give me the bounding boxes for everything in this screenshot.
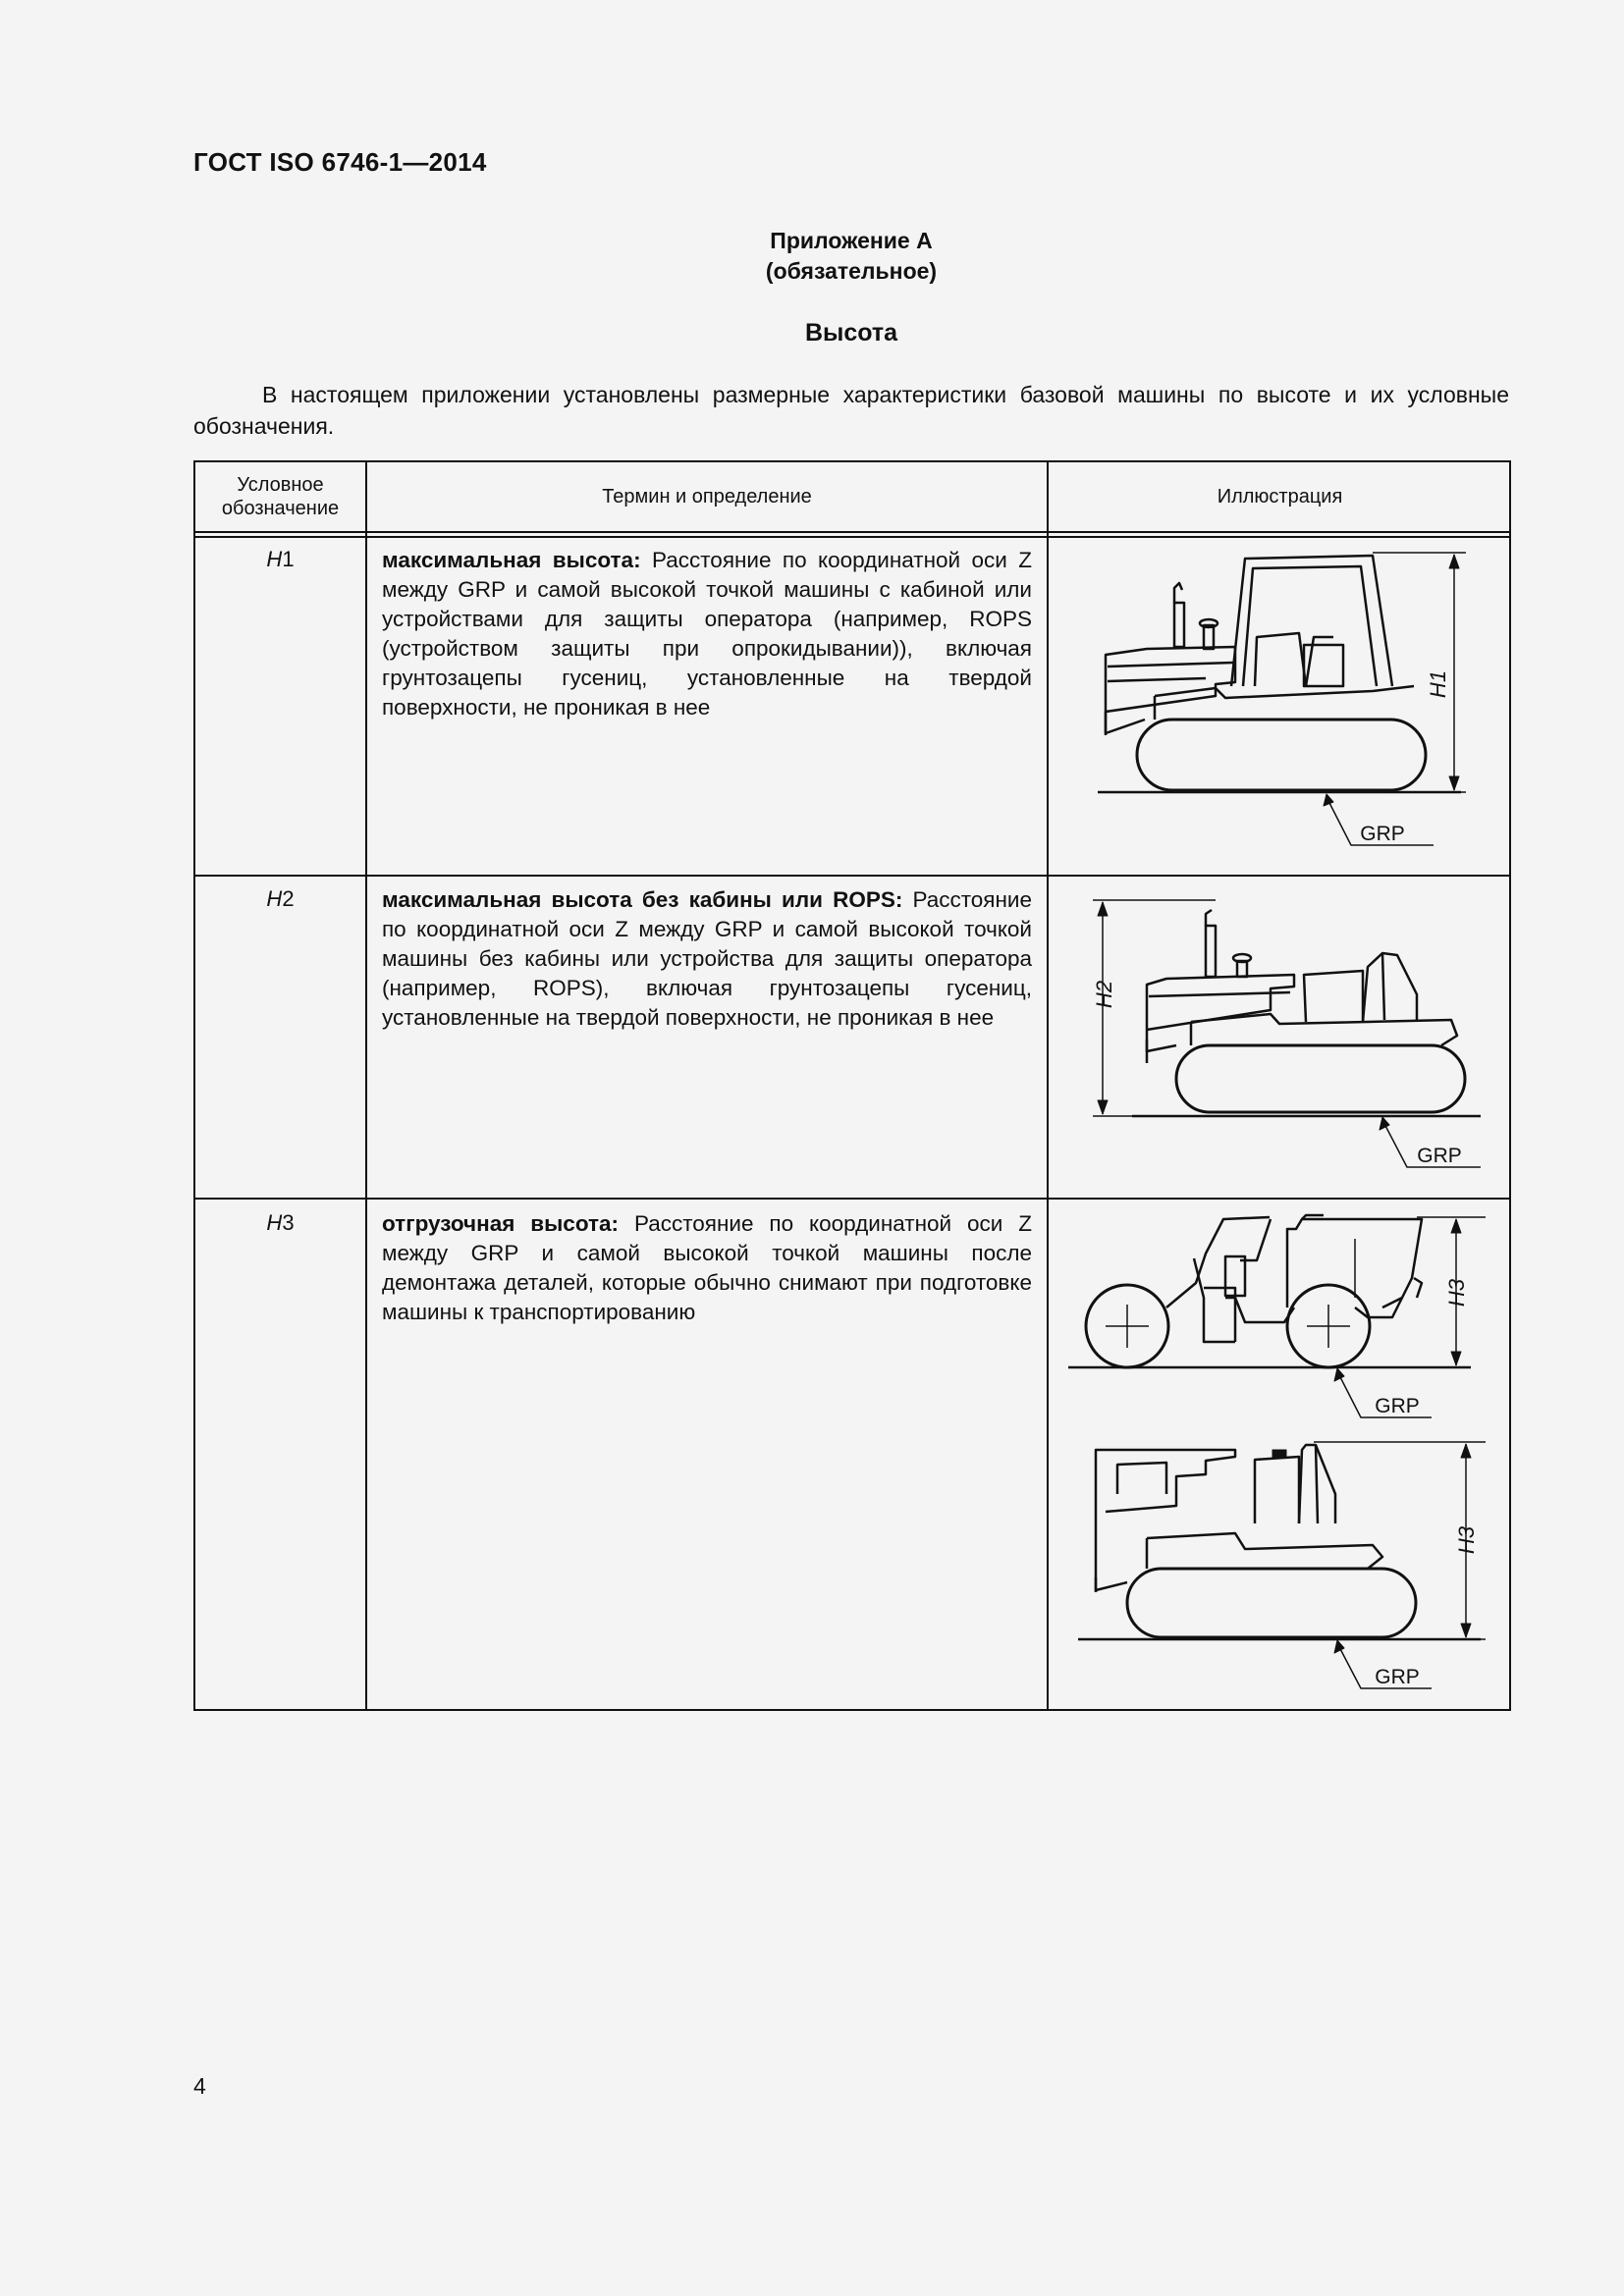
grp-label: GRP xyxy=(1360,823,1405,845)
table-divider xyxy=(365,462,367,1709)
annex-status: (обязательное) xyxy=(765,258,938,284)
annex-title xyxy=(0,226,1624,287)
shipping-height-illustration xyxy=(1049,1200,1511,1711)
definition: Расстояние по координатной оси Z между GRP и самой высокой точкой машины без кабины или устройства для защиты оператора (например, ROPS), включая грунтозацепы гусениц, установленные на твердой поверхности, не проникая в нее xyxy=(382,887,1032,1030)
definition: Расстояние по координатной оси Z между GRP и самой высокой точкой машины с кабиной или устройствами для защиты оператора (например, ROPS (устройством защиты при опрокидывании)), включая грунтозацепы гусениц, установленные на твердой поверхности, не проникая в нее xyxy=(382,548,1032,720)
dim-label-h1: H1 xyxy=(1426,669,1450,699)
row-definition xyxy=(382,885,1032,1033)
header-term: Термин и определение xyxy=(602,486,812,507)
dim-label-h3: H3 xyxy=(1444,1278,1469,1308)
definition: Расстояние по координатной оси Z между GRP и самой высокой точкой машины после демонтажа деталей, которые обычно снимают при подготовке машины к транспортированию xyxy=(382,1211,1032,1324)
dozer-without-cab-illustration xyxy=(1049,877,1511,1198)
header-symbol xyxy=(195,462,365,531)
row-symbol: H3 xyxy=(266,1210,295,1235)
dozer-with-cab-illustration xyxy=(1049,539,1511,875)
height-table xyxy=(193,460,1511,1711)
intro-paragraph xyxy=(193,379,1509,442)
document-header: ГОСТ ISO 6746-1—2014 xyxy=(193,147,487,177)
grp-label: GRP xyxy=(1417,1145,1462,1167)
term: максимальная высота: xyxy=(382,548,641,572)
row-symbol: H1 xyxy=(266,547,295,571)
row-symbol: H2 xyxy=(266,886,295,911)
annex-label: Приложение А xyxy=(770,228,933,253)
header-symbol-line2: обозначение xyxy=(221,498,340,519)
table-divider xyxy=(195,531,1509,533)
dim-label-h3: H3 xyxy=(1454,1525,1479,1555)
grp-label: GRP xyxy=(1375,1666,1420,1688)
grp-label: GRP xyxy=(1375,1395,1420,1417)
row-definition xyxy=(382,1209,1032,1327)
section-title: Высота xyxy=(804,319,898,347)
header-illustration: Иллюстрация xyxy=(1217,486,1343,507)
table-divider xyxy=(195,536,1509,538)
term: отгрузочная высота: xyxy=(382,1211,620,1236)
intro-text: В настоящем приложении установлены размерные характеристики базовой машины по высоте и их условные обозначения. xyxy=(193,382,1509,439)
header-symbol-line1: Условное xyxy=(237,474,324,496)
row-definition xyxy=(382,546,1032,722)
dim-label-h2: H2 xyxy=(1092,980,1116,1009)
term: максимальная высота без кабины или ROPS: xyxy=(382,887,903,912)
page-number: 4 xyxy=(193,2073,206,2099)
